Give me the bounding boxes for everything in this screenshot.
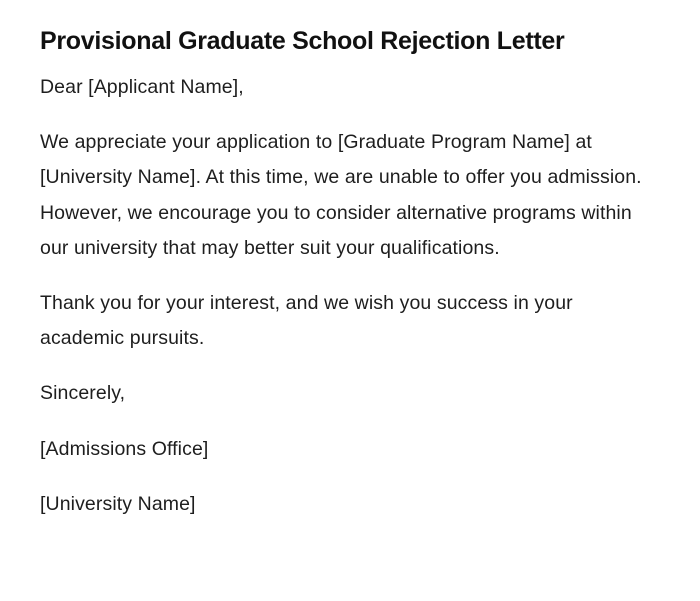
signature-university: [University Name] — [40, 492, 196, 515]
letter-closing: Sincerely, — [40, 382, 126, 405]
letter-body-paragraph-1: We appreciate your application to [Graduate Program Name] at [University Name]. At this time, we are unable to offer you admission. However, we encourage you to consider alternative programs within our university that may better suit your qualifications. — [40, 131, 642, 259]
letter-title: Provisional Graduate School Rejection Letter — [40, 27, 565, 55]
letter-greeting: Dear [Applicant Name], — [40, 76, 244, 98]
letter-document — [40, 0, 650, 522]
letter-body-paragraph-2: Thank you for your interest, and we wish you success in your academic pursuits. — [40, 292, 573, 350]
signature-office: [Admissions Office] — [40, 437, 209, 460]
